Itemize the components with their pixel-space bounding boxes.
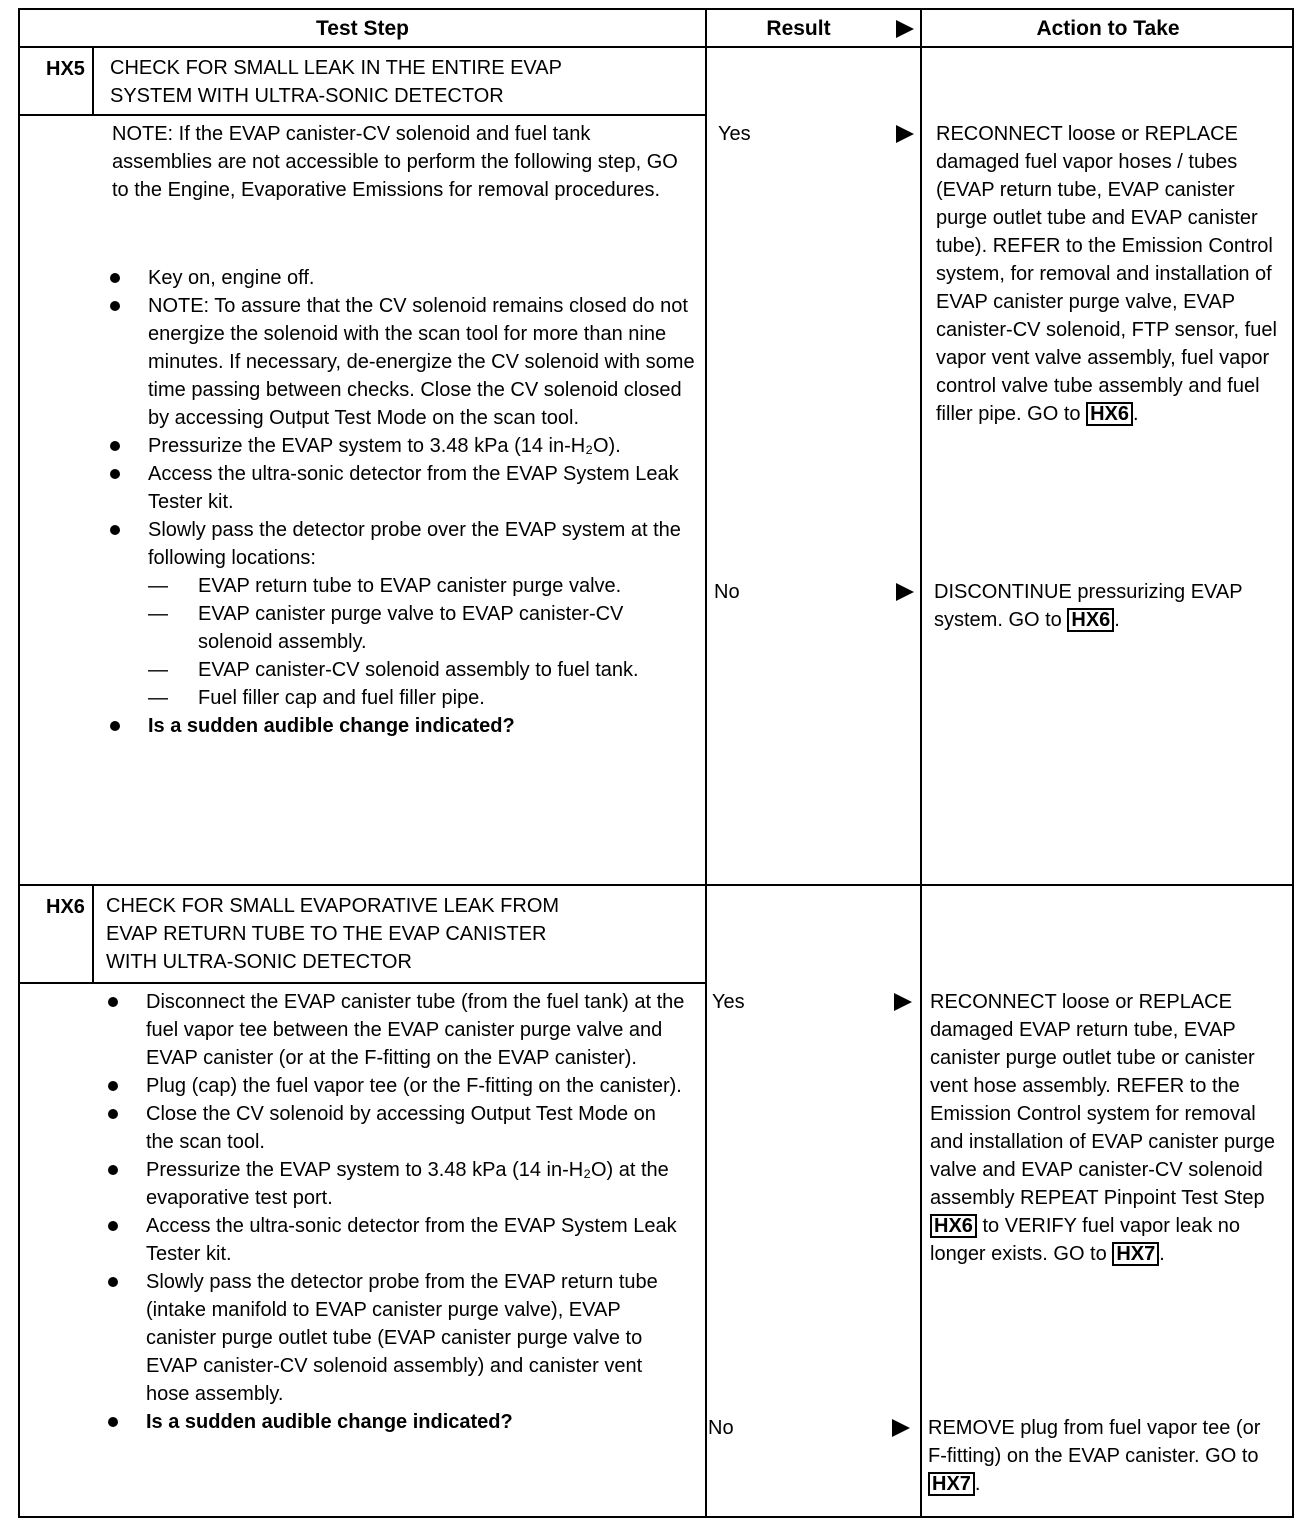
header-arrow-icon — [896, 20, 914, 38]
action-yes-hx5: RECONNECT loose or REPLACE damaged fuel vapor hoses / tubes (EVAP return tube, EVAP canister purge outlet tube and EVAP canister tube). REFER to the Emission Control system, for removal and installation of EVAP canister purge valve, EVAP canister-CV solenoid, FTP sensor, fuel vapor vent valve assembly, fuel vapor control valve tube assembly and fuel filler pipe. GO to HX6 . — [936, 123, 1277, 425]
action-no-hx6: REMOVE plug from fuel vapor tee (or F-fitting) on the EVAP canister. GO to HX7 . — [928, 1417, 1261, 1495]
list-item: Slowly pass the detector probe from the EVAP return tube (intake manifold to EVAP canister purge valve), EVAP canister purge outlet tube (EVAP canister purge valve to EVAP canister-CV solenoid assembly) and canister vent hose assembly. — [106, 1268, 686, 1408]
list-item: — EVAP canister-CV solenoid assembly to fuel tank. — [148, 659, 639, 681]
step-ref-hx6[interactable]: HX6 — [930, 1214, 977, 1238]
bullet-icon — [110, 273, 120, 283]
bullet-icon — [108, 1221, 118, 1231]
location-list-hx5 — [148, 572, 698, 712]
list-item: NOTE: To assure that the CV solenoid remains closed do not energize the solenoid with the scan tool for more than nine minutes. If necessary, de-energize the CV solenoid with some time passing between checks. Close the CV solenoid closed by accessing Output Test Mode on the scan tool. — [108, 292, 698, 432]
bullet-icon — [108, 1109, 118, 1119]
step-title-divider-hx6 — [20, 982, 707, 984]
step-id-divider-hx5 — [92, 46, 94, 114]
list-item: Access the ultra-sonic detector from the EVAP System Leak Tester kit. — [106, 1212, 686, 1268]
result-yes-hx5: Yes — [718, 123, 751, 145]
list-item — [108, 712, 698, 740]
arrow-icon — [896, 125, 914, 143]
note-hx5: NOTE: If the EVAP canister-CV solenoid and fuel tank assemblies are not accessible to perform the following step, GO to the Engine, Evaporative Emissions for removal procedures. — [112, 123, 678, 201]
header-test-step: Test Step — [316, 17, 409, 40]
column-divider-action — [920, 10, 922, 1516]
bullet-icon — [110, 525, 120, 535]
step-id-hx5: HX5 — [46, 58, 85, 80]
bullet-list-hx6 — [106, 988, 686, 1436]
step-id-divider-hx6 — [92, 884, 94, 982]
step-ref-hx7[interactable]: HX7 — [1112, 1242, 1159, 1266]
action-no-hx5: DISCONTINUE pressurizing EVAP system. GO to HX6 . — [934, 581, 1243, 631]
result-no-hx6: No — [708, 1417, 734, 1439]
step-id-hx6: HX6 — [46, 896, 85, 918]
bullet-icon — [110, 301, 120, 311]
bullet-icon — [108, 1081, 118, 1091]
list-item: Slowly pass the detector probe over the EVAP system at the following locations: — EVAP return tube to EVAP canister purge valve. — EVAP canister purge valve to EVAP canister-CV solenoid assembly. — EVAP canister-CV solenoid assembly to fuel tank. — Fuel filler cap and fuel filler pipe. — [108, 516, 698, 712]
list-item: Plug (cap) the fuel vapor tee (or the F-fitting on the canister). — [106, 1072, 686, 1100]
header-action: Action to Take — [1036, 17, 1180, 40]
bullet-icon — [108, 1277, 118, 1287]
arrow-icon — [896, 583, 914, 601]
header-divider — [20, 46, 1294, 48]
result-no-hx5: No — [714, 581, 740, 603]
list-item: — EVAP canister purge valve to EVAP canister-CV solenoid assembly. — [148, 603, 624, 653]
list-item — [106, 1408, 686, 1436]
step-title-hx5: CHECK FOR SMALL LEAK IN THE ENTIRE EVAP SYSTEM WITH ULTRA-SONIC DETECTOR — [110, 57, 562, 107]
result-yes-hx6: Yes — [712, 991, 745, 1013]
row-divider — [20, 884, 1294, 886]
bullet-icon — [110, 721, 120, 731]
bullet-icon — [108, 997, 118, 1007]
list-item: — Fuel filler cap and fuel filler pipe. — [148, 687, 485, 709]
step-title-divider-hx5 — [20, 114, 707, 116]
step-ref-hx6[interactable]: HX6 — [1067, 608, 1114, 632]
arrow-icon — [894, 993, 912, 1011]
list-item: Close the CV solenoid by accessing Output Test Mode on the scan tool. — [106, 1100, 686, 1156]
bullet-icon — [110, 441, 120, 451]
list-item: Disconnect the EVAP canister tube (from the fuel tank) at the fuel vapor tee between the EVAP canister purge valve and EVAP canister (or at the F-fitting on the EVAP canister). — [106, 988, 686, 1072]
list-item: Pressurize the EVAP system to 3.48 kPa (14 in-H₂O) at the evaporative test port. — [106, 1156, 686, 1212]
column-divider-result — [705, 10, 707, 1516]
list-item: Pressurize the EVAP system to 3.48 kPa (14 in-H₂O). — [108, 432, 698, 460]
question-hx5: Is a sudden audible change indicated? — [148, 715, 515, 737]
bullet-list-hx5 — [108, 264, 698, 740]
list-item: Access the ultra-sonic detector from the EVAP System Leak Tester kit. — [108, 460, 698, 516]
step-title-hx6: CHECK FOR SMALL EVAPORATIVE LEAK FROM EVAP RETURN TUBE TO THE EVAP CANISTER WITH ULTRA-SONIC DETECTOR — [106, 895, 560, 973]
diagnostic-table — [18, 8, 1294, 1518]
action-yes-hx6: RECONNECT loose or REPLACE damaged EVAP return tube, EVAP canister purge outlet tube or canister vent hose assembly. REFER to the Emission Control system for removal and installation of EVAP canister purge valve and EVAP canister-CV solenoid assembly REPEAT Pinpoint Test Step HX6 to VERIFY fuel vapor leak no longer exists. GO to HX7 . — [930, 991, 1276, 1265]
bullet-icon — [110, 469, 120, 479]
question-hx6: Is a sudden audible change indicated? — [146, 1411, 513, 1433]
list-item: — EVAP return tube to EVAP canister purge valve. — [148, 575, 622, 597]
arrow-icon — [892, 1419, 910, 1437]
bullet-icon — [108, 1417, 118, 1427]
list-item: Key on, engine off. — [108, 264, 698, 292]
step-ref-hx7[interactable]: HX7 — [928, 1472, 975, 1496]
header-result: Result — [766, 17, 831, 40]
bullet-icon — [108, 1165, 118, 1175]
step-ref-hx6[interactable]: HX6 — [1086, 402, 1133, 426]
